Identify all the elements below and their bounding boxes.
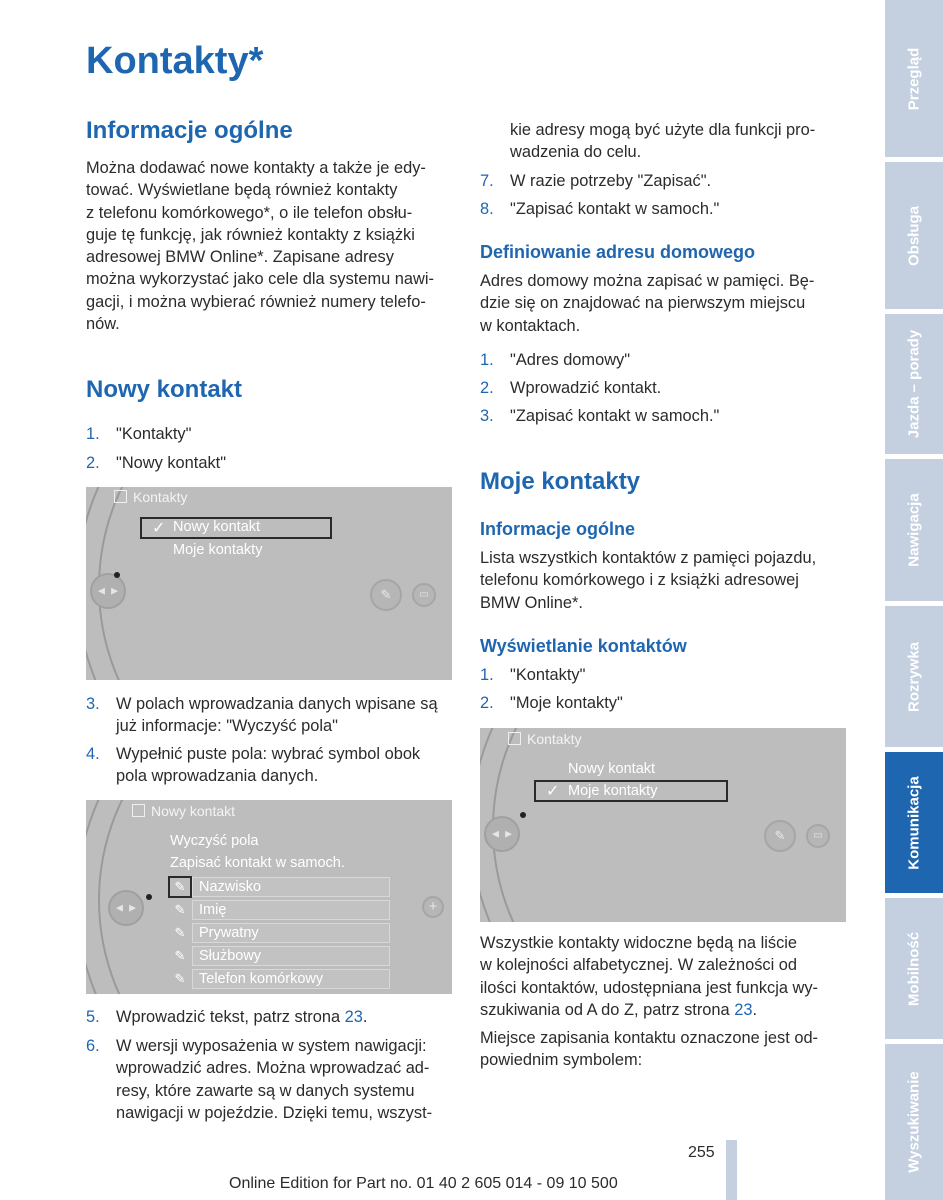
new-contact-icon xyxy=(132,804,145,817)
step-number: 2. xyxy=(480,694,494,712)
paragraph-line: adresowej BMW Online*. Zapisane adresy xyxy=(86,248,394,267)
contacts-icon xyxy=(114,490,127,503)
paragraph-line: nów. xyxy=(86,315,120,334)
step-number: 1. xyxy=(480,351,494,369)
arrow-right-icon: ▶ xyxy=(111,585,118,596)
idrive-screen-contacts xyxy=(86,487,452,680)
screen-title xyxy=(132,803,235,819)
menu-item-my-contacts[interactable]: Moje kontakty xyxy=(173,542,263,558)
paragraph-line: Wszystkie kontakty widoczne będą na liście xyxy=(480,934,798,952)
paragraph-line: w kontaktach. xyxy=(480,316,581,335)
step-number: 4. xyxy=(86,745,100,763)
page-number: 255 xyxy=(688,1144,715,1161)
tab-mobilnosc[interactable] xyxy=(885,898,943,1039)
paragraph-line: Miejsce zapisania kontaktu oznaczone jest od- xyxy=(480,1029,819,1047)
step-text: "Nowy kontakt" xyxy=(116,454,227,472)
tab-wyszukiwanie[interactable] xyxy=(885,1044,943,1200)
paragraph-line xyxy=(480,999,818,1021)
action-save-contact[interactable]: Zapisać kontakt w samoch. xyxy=(170,855,345,871)
pointer-dot xyxy=(520,812,526,818)
step-number: 2. xyxy=(480,379,494,397)
tab-rozrywka[interactable] xyxy=(885,606,943,747)
step-line: pola wprowadzania danych. xyxy=(116,767,319,786)
step-number: 7. xyxy=(480,172,494,190)
paragraph-line: dzie się on znajdować na pierwszym miejscu xyxy=(480,294,806,313)
menu-item-new-contact[interactable]: Nowy kontakt xyxy=(173,519,261,535)
tab-label: Wyszukiwanie xyxy=(905,1071,923,1173)
tab-obsluga[interactable] xyxy=(885,162,943,309)
screen-title-text: Kontakty xyxy=(527,731,582,747)
step-text xyxy=(116,743,420,788)
step-number: 3. xyxy=(480,407,494,425)
tab-label: Komunikacja xyxy=(905,775,923,870)
menu-item-my-contacts[interactable]: Moje kontakty xyxy=(568,783,658,799)
paragraph-line: z telefonu komórkowego*, o ile telefon obsłu- xyxy=(86,203,413,222)
step-text: "Zapisać kontakt w samoch." xyxy=(510,200,720,218)
idrive-screen-new-contact xyxy=(86,800,452,994)
step-number: 3. xyxy=(86,695,100,713)
paragraph-line: Lista wszystkich kontaktów z pamięci pojazdu, xyxy=(480,549,817,567)
step-text: "Kontakty" xyxy=(116,425,192,443)
step-number: 6. xyxy=(86,1037,100,1055)
controller-knob xyxy=(108,890,144,926)
my-contacts-paragraph xyxy=(480,547,816,614)
arrow-left-icon: ◀ xyxy=(116,902,123,913)
page-link[interactable]: 23 xyxy=(734,1000,753,1019)
step-line: Wprowadzić tekst, patrz strona xyxy=(116,1008,345,1026)
paragraph-punct: . xyxy=(752,1000,757,1019)
general-info-heading: Informacje ogólne xyxy=(86,117,293,144)
step-line: nawigacji w pojeździe. Dzięki temu, wszyst- xyxy=(116,1103,433,1122)
controller-knob xyxy=(484,816,520,852)
step-line: Wypełnić puste pola: wybrać symbol obok xyxy=(116,745,421,763)
paragraph-line: Można dodawać nowe kontakty a także je edy- xyxy=(86,159,426,177)
paragraph-line: gacji, i można wybierać również numery telefo- xyxy=(86,292,426,311)
idrive-screen-my-contacts xyxy=(480,728,846,922)
paragraph-line: guje tę funkcję, jak również kontakty z książki xyxy=(86,225,415,244)
paragraph-line: kie adresy mogą być użyte dla funkcji pro- xyxy=(510,121,816,139)
first-name-field-icon[interactable]: ✎ xyxy=(174,902,186,917)
step-number: 5. xyxy=(86,1008,100,1026)
screen-title xyxy=(114,489,187,505)
my-contacts-heading: Moje kontakty xyxy=(480,468,641,495)
paragraph-line: można wykorzystać jako cele dla systemu nawi- xyxy=(86,270,434,289)
menu-item-new-contact[interactable]: Nowy kontakt xyxy=(568,761,656,777)
action-clear-fields[interactable]: Wyczyść pola xyxy=(170,833,259,849)
page-link[interactable]: 23 xyxy=(344,1008,363,1026)
paragraph-line: BMW Online*. xyxy=(480,593,583,612)
step-text: "Zapisać kontakt w samoch." xyxy=(510,407,720,425)
new-contact-heading: Nowy kontakt xyxy=(86,376,243,403)
display-contacts-heading: Wyświetlanie kontaktów xyxy=(480,636,687,656)
plus-icon: + xyxy=(422,896,444,918)
business-field-icon[interactable]: ✎ xyxy=(174,948,186,963)
continued-paragraph xyxy=(510,119,815,164)
contacts-icon xyxy=(508,732,521,745)
step-text: "Moje kontakty" xyxy=(510,694,623,712)
screen-title-text: Kontakty xyxy=(133,489,188,505)
screen-title-text: Nowy kontakt xyxy=(151,803,236,819)
page-title: Kontakty* xyxy=(86,40,264,82)
step-text: Wprowadzić kontakt. xyxy=(510,379,662,397)
step-text xyxy=(116,693,438,738)
symbol-paragraph xyxy=(480,1027,818,1072)
paragraph-line: ilości kontaktów, udostępniana jest funkcja wy- xyxy=(480,978,819,997)
mobile-field-icon[interactable]: ✎ xyxy=(174,971,186,986)
name-field-icon[interactable]: ✎ xyxy=(174,879,186,894)
step-punct: . xyxy=(362,1008,368,1026)
paragraph-line: powiednim symbolem: xyxy=(480,1051,643,1070)
tab-label: Mobilność xyxy=(905,931,923,1006)
step-line: już informacje: "Wyczyść pola" xyxy=(116,717,338,736)
paragraph-line: Adres domowy można zapisać w pamięci. Bę- xyxy=(480,272,815,290)
home-address-paragraph xyxy=(480,270,814,337)
home-address-heading: Definiowanie adresu domowego xyxy=(480,242,756,262)
private-field-icon[interactable]: ✎ xyxy=(174,925,186,940)
pointer-dot xyxy=(146,894,152,900)
paragraph-text: szukiwania od A do Z, patrz strona xyxy=(480,1000,735,1019)
page-marker-bar xyxy=(726,1140,737,1200)
checkmark-icon: ✓ xyxy=(546,783,560,800)
tab-nawigacja[interactable] xyxy=(885,459,943,601)
step-text xyxy=(116,1006,367,1028)
last-name-field[interactable]: Nazwisko xyxy=(192,877,390,897)
tab-przeglad[interactable] xyxy=(885,0,943,157)
my-contacts-general-heading: Informacje ogólne xyxy=(480,519,636,539)
step-text: W razie potrzeby "Zapisać". xyxy=(510,172,712,190)
edit-icon: ✎ xyxy=(370,579,402,611)
menu-icon: ▭ xyxy=(806,824,830,848)
general-info-paragraph xyxy=(86,157,434,335)
private-phone-field[interactable]: Prywatny xyxy=(192,923,390,943)
pointer-dot xyxy=(114,572,120,578)
paragraph-line: telefonu komórkowego i z książki adresowej xyxy=(480,571,799,590)
arrow-right-icon: ▶ xyxy=(505,828,512,839)
arrow-right-icon: ▶ xyxy=(129,902,136,913)
footer-edition: Online Edition for Part no. 01 40 2 605 014 - 09 10 500 xyxy=(229,1175,618,1192)
step-number: 1. xyxy=(480,666,494,684)
screen-title xyxy=(508,731,581,747)
tab-label: Przegląd xyxy=(905,47,923,110)
mobile-phone-field[interactable]: Telefon komórkowy xyxy=(192,969,390,989)
edit-icon: ✎ xyxy=(764,820,796,852)
step-line: W polach wprowadzania danych wpisane są xyxy=(116,695,438,713)
menu-icon: ▭ xyxy=(412,583,436,607)
paragraph-line: wadzenia do celu. xyxy=(510,143,642,162)
step-text: "Adres domowy" xyxy=(510,351,631,369)
step-number: 1. xyxy=(86,425,100,443)
tab-label: Jazda – porady xyxy=(905,329,923,439)
business-phone-field[interactable]: Służbowy xyxy=(192,946,390,966)
first-name-field[interactable]: Imię xyxy=(192,900,390,920)
step-text xyxy=(116,1035,432,1124)
tab-komunikacja[interactable] xyxy=(885,752,943,893)
tab-label: Rozrywka xyxy=(905,641,923,712)
tab-label: Nawigacja xyxy=(905,493,923,567)
step-number: 2. xyxy=(86,454,100,472)
checkmark-icon: ✓ xyxy=(152,520,166,537)
paragraph-line: tować. Wyświetlane będą również kontakty xyxy=(86,181,398,200)
step-line: resy, które zawarte są w danych systemu xyxy=(116,1081,415,1100)
step-line: wprowadzić adres. Można wprowadzać ad- xyxy=(116,1059,430,1078)
controller-knob xyxy=(90,573,126,609)
paragraph-line: w kolejności alfabetycznej. W zależności od xyxy=(480,956,798,975)
step-text: "Kontakty" xyxy=(510,666,586,684)
tab-jazda-porady[interactable] xyxy=(885,314,943,454)
tab-label: Obsługa xyxy=(905,205,923,266)
sorting-paragraph xyxy=(480,932,818,1021)
step-number: 8. xyxy=(480,200,494,218)
arrow-left-icon: ◀ xyxy=(98,585,105,596)
step-line: W wersji wyposażenia w system nawigacji: xyxy=(116,1037,427,1055)
arrow-left-icon: ◀ xyxy=(492,828,499,839)
